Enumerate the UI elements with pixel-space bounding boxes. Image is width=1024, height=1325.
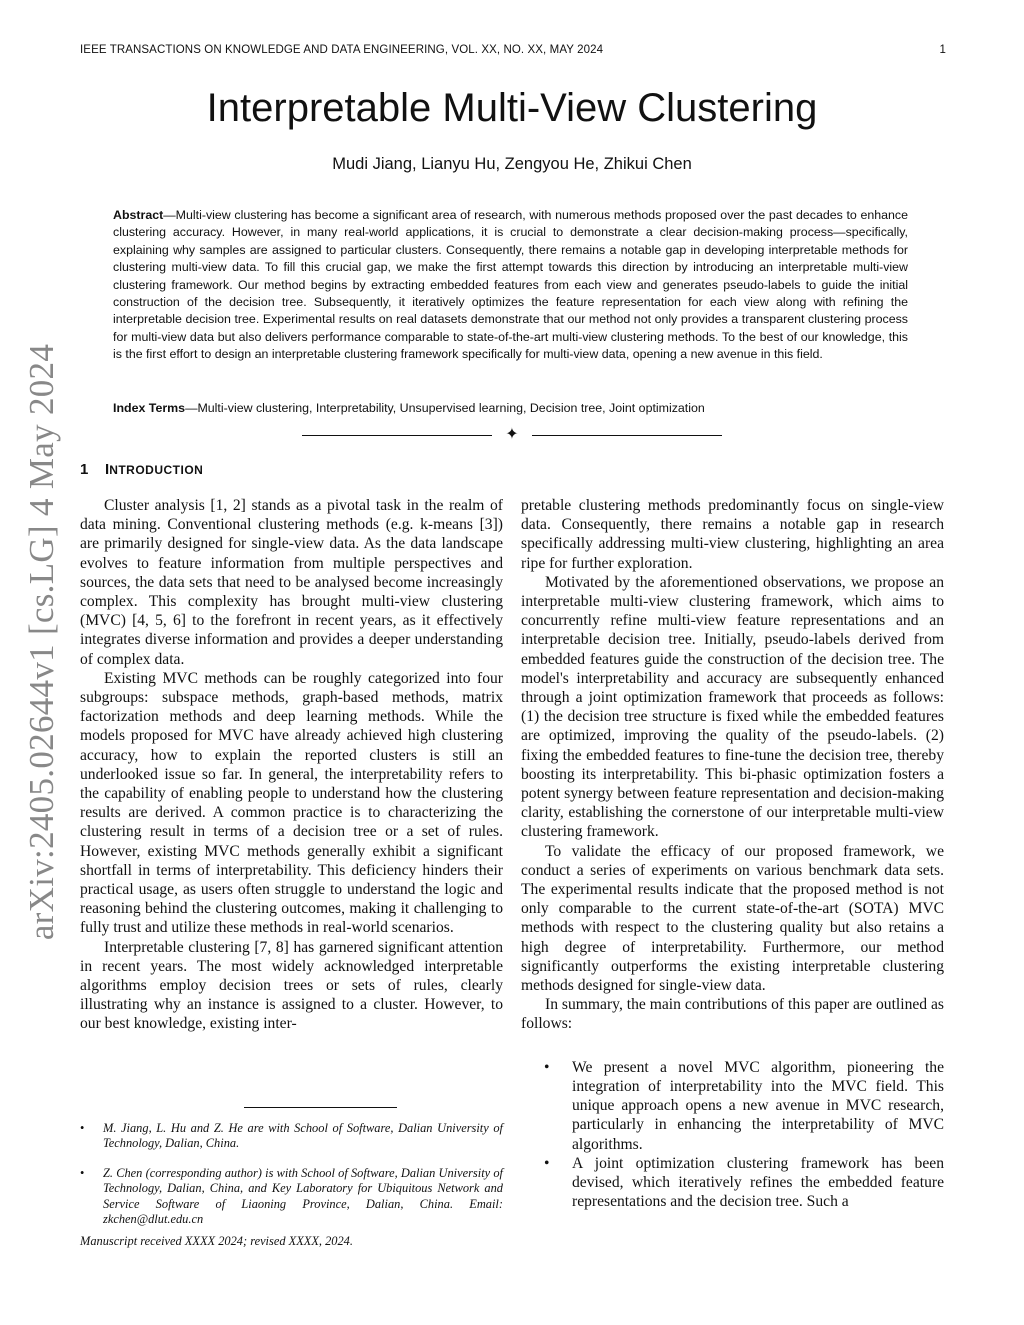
footnote-corresponding-author	[80, 1166, 503, 1228]
index-terms-text: Multi-view clustering, Interpretability, Unsupervised learning, Decision tree, Joint optimization	[197, 401, 705, 415]
bullet-icon: •	[544, 1154, 550, 1172]
list-item-text: We present a novel MVC algorithm, pioneering the integration of interpretability into the MVC field. This unique approach opens a new avenue in MVC research, particularly in enhancing the interpretability of MVC algorithms.	[572, 1058, 944, 1153]
author-list: Mudi Jiang, Lianyu Hu, Zengyou He, Zhikui Chen	[332, 155, 692, 173]
footnote-text: M. Jiang, L. Hu and Z. He are with School of Software, Dalian University of Technology, Dalian, China.	[103, 1121, 503, 1151]
page-number: 1	[939, 44, 946, 56]
index-terms-label: Index Terms	[113, 401, 186, 415]
list-item-text: A joint optimization clustering framework has been devised, which iteratively refines the embedded feature representations and the decision tree. Such a	[572, 1154, 944, 1211]
list-item	[521, 1058, 944, 1154]
footnote-text: Z. Chen (corresponding author) is with School of Software, Dalian University of Technology, Dalian, China, and Key Laboratory for Ubiquitous Network and Service Software of Liaoning Province, Dalian, China. Email: zkchen@dlut.edu.cn	[103, 1166, 503, 1227]
running-header	[80, 44, 946, 56]
footnote-affiliation	[80, 1121, 503, 1152]
contributions-list	[521, 1058, 944, 1212]
body-column-right	[521, 496, 944, 1211]
section-title-rest: NTRODUCTION	[109, 463, 204, 477]
paper-title: Interpretable Multi-View Clustering	[206, 86, 818, 130]
arxiv-identifier: arXiv:2405.02644v1 [cs.LG] 4 May 2024	[22, 343, 61, 941]
body-column-left	[80, 496, 503, 1034]
paragraph: To validate the efficacy of our proposed framework, we conduct a series of experiments on various benchmark data sets. The experimental results indicate that the proposed method is not only comparable to the current state-of-the-art (SOTA) MVC methods with respect to the clustering quality but also retains a high degree of interpretability. Furthermore, our method significantly outperforms the existing interpretable clustering methods designed for single-view data.	[521, 842, 944, 995]
paragraph: Cluster analysis [1, 2] stands as a pivotal task in the realm of data mining. Conventional clustering methods (e.g. k-means [3]) are primarily designed for single-view data. As the data landscape evolves to feature information from multiple perspectives and sources, the data sets that need to be analysed become increasingly complex. This complexity has brought multi-view clustering (MVC) [4, 5, 6] to the forefront in recent years, as it effectively integrates diverse information and provides a deeper understanding of complex data.	[80, 497, 503, 668]
separator-line-left	[302, 435, 492, 436]
star-icon: ✦	[505, 426, 519, 443]
journal-name: IEEE TRANSACTIONS ON KNOWLEDGE AND DATA ENGINEERING, VOL. XX, NO. XX, MAY 2024	[80, 44, 604, 56]
bullet-icon: •	[544, 1058, 550, 1076]
paragraph: Interpretable clustering [7, 8] has garnered significant attention in recent years. The most widely acknowledged interpretable algorithms employ decision trees or sets of rules, clearly illustrating why an instance is assigned to a cluster. However, to our best knowledge, existing inter-	[80, 938, 503, 1033]
abstract-label: Abstract	[113, 208, 164, 222]
section-number: 1	[80, 461, 89, 478]
abstract-text: Multi-view clustering has become a significant area of research, with numerous methods proposed over the past decades to enhance clustering accuracy. However, in many real-world applications, it is crucial to demonstrate a clear decision-making process—specifically, explaining why samples are assigned to particular clusters. Consequently, there remains a notable gap in developing interpretable methods for clustering multi-view data. To fill this crucial gap, we make the first attempt towards this direction by introducing an interpretable multi-view clustering framework. Our method begins by extracting embedded features from each view and generates pseudo-labels to guide the initial construction of the decision tree. Subsequently, it iteratively optimizes the feature representation for each view along with refining the interpretable decision tree. Experimental results on real datasets demonstrate that our method not only provides a transparent clustering process for multi-view data but also delivers performance comparable to state-of-the-art multi-view clustering methods. To the best of our knowledge, this is the first effort to design an interpretable clustering framework specifically for multi-view data, opening a new avenue in this field.	[113, 208, 908, 362]
list-item	[521, 1154, 944, 1212]
index-terms: Index Terms—Multi-view clustering, Interpretability, Unsupervised learning, Decision tree, Joint optimization	[113, 401, 705, 415]
footnote-rule	[244, 1107, 397, 1108]
section-separator	[302, 426, 722, 446]
abstract: Abstract—Multi-view clustering has become a significant area of research, with numerous methods proposed over the past decades to enhance clustering accuracy. However, in many real-world applications, it is crucial to demonstrate a clear decision-making process—specifically, explaining why samples are assigned to particular clusters. Consequently, there remains a notable gap in developing interpretable methods for clustering multi-view data. To fill this crucial gap, we make the first attempt towards this direction by introducing an interpretable multi-view clustering framework. Our method begins by extracting embedded features from each view and generates pseudo-labels to guide the initial construction of the decision tree. Subsequently, it iteratively optimizes the feature representation for each view along with refining the interpretable decision tree. Experimental results on real datasets demonstrate that our method not only provides a transparent clustering process for multi-view data but also delivers performance comparable to state-of-the-art multi-view clustering methods. To the best of our knowledge, this is the first effort to design an interpretable clustering framework specifically for multi-view data, opening a new avenue in this field.	[113, 208, 908, 362]
arxiv-stamp	[0, 0, 61, 941]
paragraph: Motivated by the aforementioned observations, we propose an interpretable multi-view clustering framework, which aims to concurrently refine multi-view feature representations and an interpretable decision tree. Initially, pseudo-labels derived from embedded features guide the construction of the decision tree. The model's interpretability and accuracy are subsequently enhanced through a joint optimization framework that proceeds as follows: (1) the decision tree structure is fixed while the embedded features are optimized, improving the quality of the pseudo-labels. (2) fixing the embedded features to fine-tune the decision tree, thereby boosting its interpretability. This bi-phasic optimization fosters a potent synergy between feature representation and decision-making clarity, establishing the cornerstone of our interpretable multi-view clustering framework.	[521, 573, 944, 841]
manuscript-note: Manuscript received XXXX 2024; revised XXXX, 2024.	[80, 1234, 353, 1248]
paragraph: In summary, the main contributions of this paper are outlined as follows:	[521, 996, 944, 1033]
paragraph: Existing MVC methods can be roughly categorized into four subgroups: subspace methods, graph-based methods, matrix factorization methods and deep learning methods. While the models proposed for MVC have already achieved high clustering accuracy, how to explain the reported clusters is still an underlooked issue so far. In general, the interpretability refers to the capability of enabling people to understand how the clustering results are derived. A common practice is to characterizing the clustering result in terms of a decision tree or a set of rules. However, existing MVC methods generally exhibit a significant shortfall in terms of interpretability. This deficiency hinders their practical usage, as users often struggle to understand the logic and reasoning behind the clustering outcomes, making it challenging to fully trust and utilize these methods in real-world scenarios.	[80, 669, 503, 937]
bullet-icon: •	[80, 1166, 85, 1180]
separator-line-right	[532, 435, 722, 436]
paragraph-continuation: pretable clustering methods predominantly focus on single-view data. Consequently, there remains a notable gap in research specifically addressing multi-view clustering, highlighting an area ripe for further exploration.	[521, 497, 944, 572]
bullet-icon: •	[80, 1121, 85, 1135]
section-title-initial: I	[105, 461, 110, 478]
section-heading-introduction	[80, 461, 203, 478]
